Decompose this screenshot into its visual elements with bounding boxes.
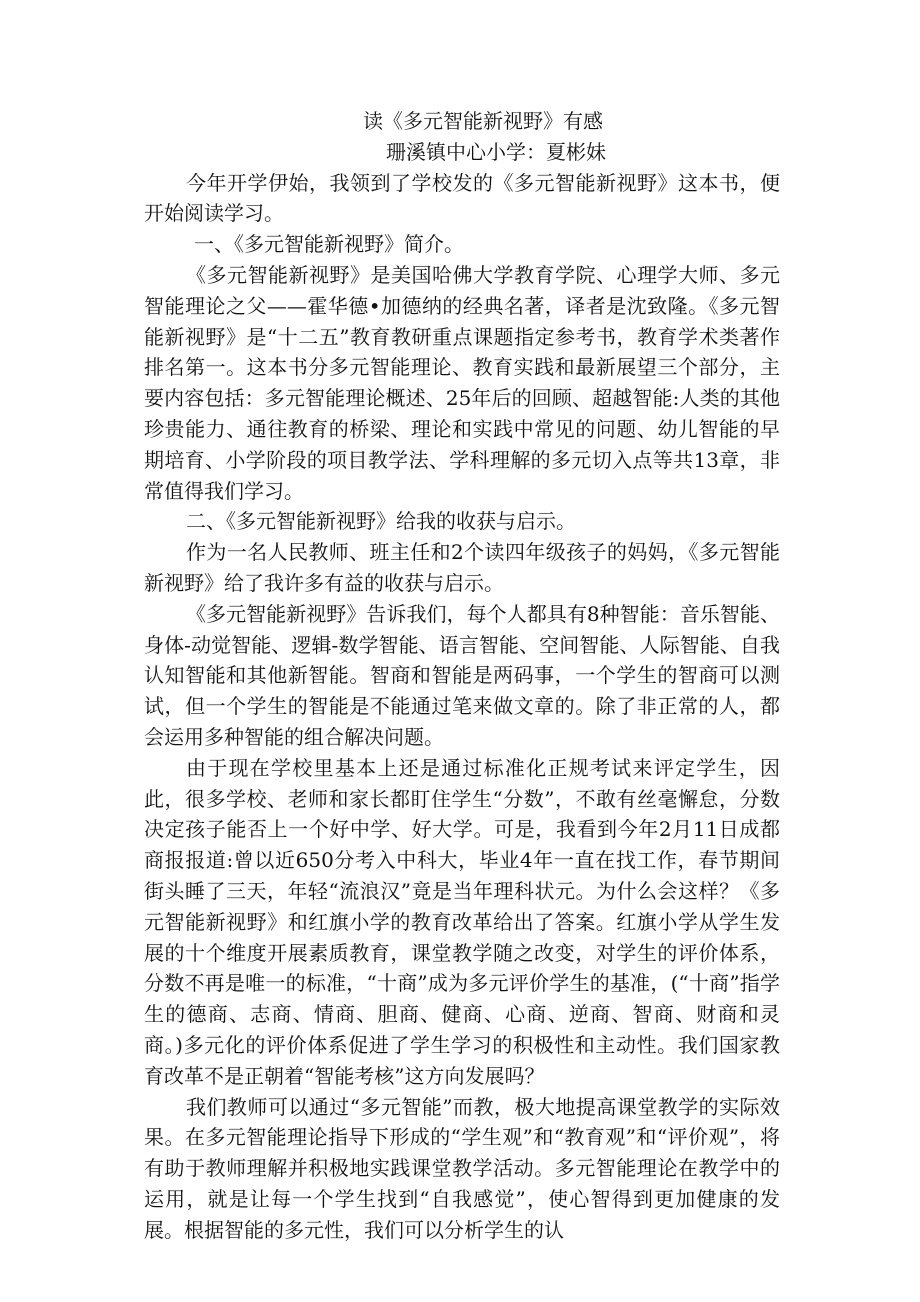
section-2-paragraph-3: 由于现在学校里基本上还是通过标准化正规考试来评定学生，因此，很多学校、老师和家长都盯住学生“分数”，不敢有丝毫懈怠，分数决定孩子能否上一个好中学、好大学。可是，我看到今年2月11日成都商报报道:曾以近650分考入中科大，毕业4年一直在找工作，春节期间街头睡了三天，年轻“流浪汉”竟是当年理科状元。为什么会这样？《多元智能新视野》和红旗小学的教育改革给出了答案。红旗小学从学生发展的十个维度开展素质教育，课堂教学随之改变，对学生的评价体系，分数不再是唯一的标准，“十商”成为多元评价学生的基准，(“十商”指学生的德商、志商、情商、胆商、健商、心商、逆商、智商、财商和灵商。)多元化的评价体系促进了学生学习的积极性和主动性。我们国家教育改革不是正朝着“智能考核”这方向发展吗？ <box>144 755 780 1088</box>
document-title: 读《多元智能新视野》有感 <box>363 109 603 133</box>
section-2-paragraph-4: 我们教师可以通过“多元智能”而教，极大地提高课堂教学的实际效果。在多元智能理论指导下形成的“学生观”和“教育观”和“评价观”，将有助于教师理解并积极地实践课堂教学活动。多元智能理论在教学中的运用，就是让每一个学生找到“自我感觉”，使心智得到更加健康的发展。根据智能的多元性，我们可以分析学生的认 <box>144 1094 780 1242</box>
intro-paragraph: 今年开学伊始，我领到了学校发的《多元智能新视野》这本书，便开始阅读学习。 <box>144 170 780 226</box>
section-heading-1: 一、《多元智能新视野》简介。 <box>194 232 464 257</box>
document-page <box>144 106 780 1245</box>
section-2-paragraph-1: 作为一名人民教师、班主任和2个读四年级孩子的妈妈，《多元智能新视野》给了我许多有益的收获与启示。 <box>144 540 780 595</box>
section-heading-2: 二、《多元智能新视野》给我的收获与启示。 <box>186 509 576 534</box>
author-line: 珊溪镇中心小学：夏彬妹 <box>386 139 606 164</box>
section-2-paragraph-2: 《多元智能新视野》告诉我们，每个人都具有8种智能：音乐智能、身体-动觉智能、逻辑-数学智能、语言智能、空间智能、人际智能、自我认知智能和其他新智能。智商和智能是两码事，一个学生的智商可以测试，但一个学生的智能是不能通过笔来做文章的。除了非正常的人，都会运用多种智能的组合解决问题。 <box>144 601 780 749</box>
section-1-paragraph: 《多元智能新视野》是美国哈佛大学教育学院、心理学大师、多元智能理论之父——霍华德•加德纳的经典名著，译者是沈致隆。《多元智能新视野》是“十二五”教育教研重点课题指定参考书，教育学术类著作排名第一。这本书分多元智能理论、教育实践和最新展望三个部分，主要内容包括：多元智能理论概述、25年后的回顾、超越智能:人类的其他珍贵能力、通往教育的桥梁、理论和实践中常见的问题、幼儿智能的早期培育、小学阶段的项目教学法、学科理解的多元切入点等共13章，非常值得我们学习。 <box>144 262 780 503</box>
